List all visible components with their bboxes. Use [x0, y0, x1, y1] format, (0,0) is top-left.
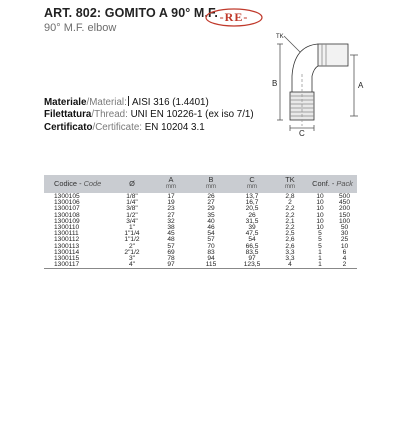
cell-dim-b: 27: [207, 199, 215, 207]
cell-diameter: 4": [128, 261, 135, 269]
cell-dim-c: 47,5: [245, 230, 259, 238]
elbow-technical-drawing: [270, 28, 370, 136]
cell-dim-a: 97: [167, 261, 175, 269]
col-header-code: Codice - Code: [54, 179, 102, 189]
cell-conf: 10: [316, 217, 324, 225]
cell-dim-b: 46: [207, 224, 215, 232]
logo-text: -RE-: [219, 10, 249, 24]
cell-pack: 100: [338, 217, 350, 225]
cell-conf: 10: [316, 211, 324, 219]
cell-dim-b: 35: [207, 211, 215, 219]
cell-diameter: 3": [128, 255, 135, 263]
cell-pack: 150: [338, 211, 350, 219]
col-header-c: C mm: [247, 175, 257, 190]
cell-code: 1300111: [54, 230, 79, 238]
cell-dim-tk: 2,5: [285, 230, 295, 238]
cell-diameter: 2"1/2: [124, 248, 140, 256]
cell-diameter: 1/4": [126, 199, 138, 207]
cell-diameter: 3/4": [126, 217, 138, 225]
table-header-row: [44, 175, 357, 193]
cell-conf: 5: [318, 230, 322, 238]
cell-code: 1300108: [54, 211, 80, 219]
cell-pack: 30: [340, 230, 349, 238]
cell-dim-b: 94: [207, 255, 215, 263]
brand-logo: [205, 8, 263, 27]
cell-code: 1300105: [54, 193, 80, 200]
cell-dim-b: 57: [207, 236, 215, 244]
cell-conf: 1: [318, 261, 322, 269]
cell-code: 1300110: [54, 224, 80, 232]
cell-diameter: 1": [128, 224, 135, 232]
cell-code: 1300115: [54, 255, 80, 263]
spec-material-value: AISI 316 (1.4401): [129, 97, 209, 108]
cell-dim-a: 17: [167, 193, 175, 200]
cell-dim-c: 26: [248, 211, 256, 219]
spec-certificate-value: EN 10204 3.1: [142, 122, 205, 133]
table-body: [44, 193, 357, 269]
cell-dim-a: 32: [167, 217, 175, 225]
dim-label-a: A: [358, 81, 364, 90]
spec-material-label: Materiale: [44, 97, 87, 108]
cell-dim-tk: 2,2: [285, 211, 295, 219]
spec-thread-label: Filettatura: [44, 109, 92, 120]
cell-pack: 10: [340, 242, 349, 250]
cell-code: 1300109: [54, 217, 80, 225]
spec-thread-value: UNI EN 10226-1 (ex iso 7/1): [127, 109, 254, 120]
cell-dim-tk: 2,6: [285, 236, 295, 244]
cell-dim-a: 48: [167, 236, 175, 244]
cell-pack: 25: [340, 236, 349, 244]
cell-pack: 2: [342, 261, 347, 269]
cell-code: 1300112: [54, 236, 80, 244]
dimensions-table: [44, 175, 357, 269]
cell-pack: 500: [338, 193, 350, 200]
spec-material-label-en: Material:: [89, 97, 127, 108]
cell-dim-c: 54: [248, 236, 256, 244]
cell-dim-c: 83,5: [245, 248, 259, 256]
col-header-packaging: Conf. - Pack: [312, 179, 353, 189]
cell-dim-a: 27: [167, 211, 175, 219]
spec-material: Materiale/Material: AISI 316 (1.4401): [44, 97, 209, 108]
cell-dim-a: 23: [167, 205, 175, 213]
cell-dim-tk: 3,3: [285, 248, 295, 256]
col-header-b: B mm: [206, 175, 216, 190]
cell-dim-tk: 2,2: [285, 205, 295, 213]
product-subtitle: 90° M.F. elbow: [44, 22, 117, 34]
cell-diameter: 1"1/4: [124, 230, 140, 238]
spec-certificate-label-en: Certificate:: [95, 122, 143, 133]
cell-dim-c: 39: [248, 224, 256, 232]
col-header-diameter: Ø: [129, 179, 135, 189]
spec-certificate-label: Certificato: [44, 122, 93, 133]
elbow-drawing-icon: [270, 28, 370, 136]
cell-code: 1300113: [54, 242, 80, 250]
cell-diameter: 2": [128, 242, 135, 250]
cell-dim-a: 78: [167, 255, 175, 263]
cell-dim-a: 19: [167, 199, 175, 207]
cell-dim-c: 16,7: [245, 199, 259, 207]
table-row: [44, 193, 357, 200]
cell-pack: 200: [338, 205, 350, 213]
cell-dim-c: 20,5: [245, 205, 259, 213]
dim-label-c: C: [299, 129, 305, 136]
cell-dim-b: 40: [207, 217, 215, 225]
text-cursor: [128, 96, 129, 106]
cell-code: 1300107: [54, 205, 80, 213]
col-header-a: A mm: [166, 175, 176, 190]
cell-dim-c: 66,5: [245, 242, 259, 250]
cell-dim-c: 13,7: [245, 193, 259, 200]
cell-diameter: 3/8": [126, 205, 138, 213]
cell-dim-c: 123,5: [243, 261, 261, 269]
spec-thread: Filettatura/Thread: UNI EN 10226-1 (ex iso 7/1): [44, 109, 254, 120]
cell-dim-a: 45: [167, 230, 175, 238]
spec-certificate: Certificato/Certificate: EN 10204 3.1: [44, 122, 205, 133]
cell-conf: 1: [318, 248, 322, 256]
cell-dim-a: 69: [167, 248, 175, 256]
cell-dim-c: 31,5: [245, 217, 259, 225]
spec-thread-label-en: Thread:: [94, 109, 128, 120]
cell-diameter: 1/8": [126, 193, 138, 200]
cell-conf: 1: [318, 255, 322, 263]
table-row: [44, 262, 357, 269]
cell-diameter: 1"1/2: [124, 236, 140, 244]
cell-dim-tk: 3,3: [285, 255, 295, 263]
cell-dim-tk: 2,2: [285, 224, 295, 232]
cell-dim-a: 57: [167, 242, 175, 250]
cell-dim-tk: 2: [288, 199, 292, 207]
cell-pack: 4: [342, 255, 347, 263]
cell-dim-b: 83: [207, 248, 215, 256]
cell-conf: 10: [316, 224, 324, 232]
cell-dim-c: 97: [248, 255, 256, 263]
cell-conf: 5: [318, 236, 322, 244]
cell-code: 1300114: [54, 248, 80, 256]
col-header-tk: TK mm: [285, 175, 295, 190]
cell-dim-b: 70: [207, 242, 215, 250]
cell-code: 1300106: [54, 199, 80, 207]
cell-pack: 6: [342, 248, 347, 256]
dim-label-b: B: [272, 79, 278, 88]
cell-dim-tk: 2,8: [285, 193, 295, 200]
cell-dim-tk: 4: [288, 261, 292, 269]
cell-conf: 10: [316, 199, 324, 207]
product-title: ART. 802: GOMITO A 90° M.F.: [44, 6, 218, 20]
cell-dim-b: 54: [207, 230, 215, 238]
cell-dim-b: 115: [205, 261, 217, 269]
cell-conf: 5: [318, 242, 322, 250]
cell-conf: 10: [316, 193, 324, 200]
cell-pack: 450: [338, 199, 350, 207]
cell-dim-b: 26: [207, 193, 215, 200]
cell-conf: 10: [316, 205, 324, 213]
cell-code: 1300117: [54, 261, 80, 269]
cell-dim-tk: 2,6: [285, 242, 295, 250]
cell-dim-b: 29: [207, 205, 215, 213]
dim-label-tk: TK: [276, 34, 284, 40]
cell-dim-a: 38: [167, 224, 175, 232]
cell-pack: 50: [340, 224, 349, 232]
cell-diameter: 1/2": [126, 211, 138, 219]
cell-dim-tk: 2,1: [285, 217, 295, 225]
